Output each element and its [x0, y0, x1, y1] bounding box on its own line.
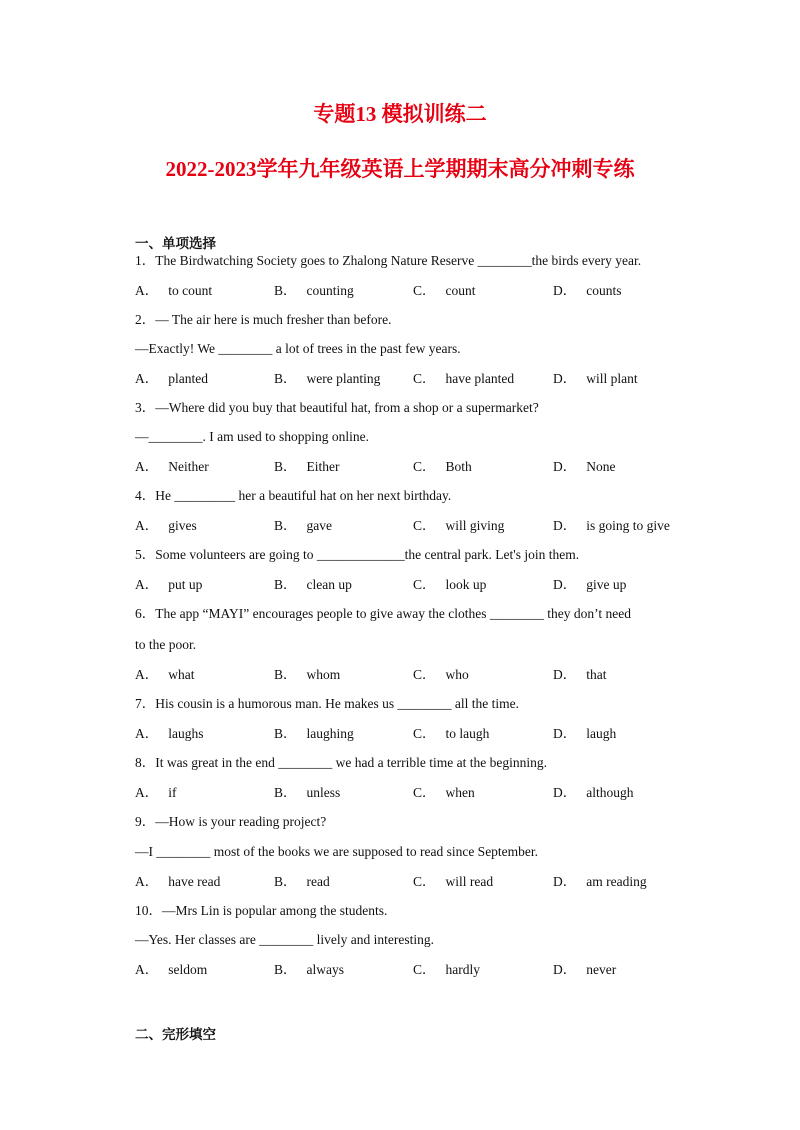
option-letter: A．	[135, 785, 159, 800]
option-letter: B．	[274, 785, 297, 800]
option-c	[413, 725, 489, 743]
option-a	[135, 725, 204, 743]
option-b	[274, 282, 354, 300]
option-c	[413, 370, 514, 388]
option-c	[413, 282, 476, 300]
option-a	[135, 282, 212, 300]
option-text: clean up	[306, 577, 352, 592]
option-text: look up	[445, 577, 487, 592]
option-a	[135, 517, 197, 535]
option-text: unless	[306, 785, 341, 800]
option-d	[553, 370, 638, 388]
option-letter: B．	[274, 667, 297, 682]
option-b	[274, 873, 330, 891]
option-d	[553, 458, 616, 476]
option-d	[553, 873, 647, 891]
option-text: is going to give	[586, 518, 670, 533]
option-text: whom	[306, 667, 341, 682]
option-a	[135, 576, 202, 594]
option-d	[553, 282, 622, 300]
question-line: —Exactly! We ________ a lot of trees in the past few years.	[135, 341, 461, 356]
option-letter: C．	[413, 283, 436, 298]
option-text: never	[586, 962, 617, 977]
option-letter: A．	[135, 459, 159, 474]
question-stem: 9．—How is your reading project?	[135, 814, 327, 829]
option-text: although	[586, 785, 634, 800]
option-letter: D．	[553, 667, 577, 682]
option-c	[413, 458, 472, 476]
option-letter: B．	[274, 283, 297, 298]
option-text: have read	[168, 874, 221, 889]
option-b	[274, 784, 340, 802]
option-b	[274, 725, 354, 743]
option-letter: A．	[135, 518, 159, 533]
option-letter: C．	[413, 726, 436, 741]
option-text: will plant	[586, 371, 638, 386]
option-letter: D．	[553, 371, 577, 386]
question-stem: 7．His cousin is a humorous man. He makes us ________ all the time.	[135, 696, 519, 711]
option-letter: B．	[274, 459, 297, 474]
option-a	[135, 458, 209, 476]
option-letter: D．	[553, 874, 577, 889]
option-text: count	[445, 283, 476, 298]
option-text: have planted	[445, 371, 515, 386]
answer-options	[135, 282, 695, 300]
option-letter: B．	[274, 962, 297, 977]
answer-options	[135, 961, 695, 979]
document-title: 专题13 模拟训练二	[313, 102, 487, 126]
question-stem: 3．—Where did you buy that beautiful hat, from a shop or a supermarket?	[135, 400, 539, 415]
option-letter: A．	[135, 577, 159, 592]
option-text: to laugh	[445, 726, 490, 741]
section-heading-cloze: 二、完形填空	[135, 1027, 216, 1043]
option-text: Neither	[168, 459, 209, 474]
option-c	[413, 576, 486, 594]
option-letter: D．	[553, 726, 577, 741]
option-letter: D．	[553, 785, 577, 800]
question-stem: 4．He _________ her a beautiful hat on her next birthday.	[135, 488, 452, 503]
option-letter: B．	[274, 577, 297, 592]
option-text: gave	[306, 518, 332, 533]
option-text: give up	[586, 577, 627, 592]
option-letter: A．	[135, 667, 159, 682]
option-letter: A．	[135, 726, 159, 741]
option-d	[553, 576, 626, 594]
option-letter: C．	[413, 874, 436, 889]
option-a	[135, 961, 207, 979]
option-text: put up	[168, 577, 203, 592]
option-text: counting	[306, 283, 354, 298]
question-stem: 8．It was great in the end ________ we had a terrible time at the beginning.	[135, 755, 548, 770]
option-a	[135, 784, 177, 802]
option-text: laugh	[586, 726, 617, 741]
option-text: am reading	[586, 874, 647, 889]
option-letter: B．	[274, 726, 297, 741]
answer-options	[135, 873, 695, 891]
option-a	[135, 666, 195, 684]
option-c	[413, 666, 469, 684]
option-text: were planting	[306, 371, 381, 386]
option-d	[553, 725, 616, 743]
option-letter: C．	[413, 667, 436, 682]
option-text: gives	[168, 518, 197, 533]
option-text: laughs	[168, 726, 204, 741]
document-subtitle: 2022-2023学年九年级英语上学期期末高分冲刺专练	[165, 157, 635, 181]
option-letter: B．	[274, 874, 297, 889]
answer-options	[135, 458, 695, 476]
answer-options	[135, 666, 695, 684]
answer-options	[135, 370, 695, 388]
option-text: hardly	[445, 962, 481, 977]
option-text: seldom	[168, 962, 208, 977]
option-b	[274, 370, 380, 388]
option-d	[553, 666, 607, 684]
option-letter: C．	[413, 962, 436, 977]
option-c	[413, 517, 504, 535]
option-a	[135, 370, 208, 388]
option-letter: A．	[135, 371, 159, 386]
option-text: always	[306, 962, 345, 977]
option-text: when	[445, 785, 475, 800]
option-text: who	[445, 667, 469, 682]
option-letter: D．	[553, 577, 577, 592]
option-letter: C．	[413, 459, 436, 474]
option-text: if	[168, 785, 177, 800]
option-d	[553, 517, 670, 535]
option-c	[413, 784, 475, 802]
option-letter: B．	[274, 371, 297, 386]
option-letter: C．	[413, 577, 436, 592]
question-line: —I ________ most of the books we are supposed to read since September.	[135, 844, 539, 859]
answer-options	[135, 517, 695, 535]
option-text: None	[586, 459, 616, 474]
option-text: laughing	[306, 726, 354, 741]
option-text: Either	[306, 459, 340, 474]
option-text: what	[168, 667, 195, 682]
option-b	[274, 458, 340, 476]
section-heading-multiple-choice: 一、单项选择	[135, 236, 216, 252]
option-c	[413, 873, 493, 891]
question-line: —Yes. Her classes are ________ lively and interesting.	[135, 932, 434, 947]
option-letter: D．	[553, 459, 577, 474]
answer-options	[135, 784, 695, 802]
option-d	[553, 784, 634, 802]
option-b	[274, 517, 332, 535]
option-text: to count	[168, 283, 213, 298]
option-letter: D．	[553, 962, 577, 977]
question-line: to the poor.	[135, 637, 197, 652]
option-b	[274, 576, 352, 594]
option-letter: A．	[135, 962, 159, 977]
option-b	[274, 961, 344, 979]
question-stem: 5．Some volunteers are going to _____________the central park. Let's join them.	[135, 547, 580, 562]
option-letter: A．	[135, 874, 159, 889]
option-a	[135, 873, 220, 891]
option-d	[553, 961, 616, 979]
option-text: read	[306, 874, 330, 889]
option-text: Both	[445, 459, 472, 474]
option-letter: C．	[413, 785, 436, 800]
question-stem: 2．— The air here is much fresher than before.	[135, 312, 392, 327]
option-text: planted	[168, 371, 208, 386]
question-line: —________. I am used to shopping online.	[135, 429, 369, 444]
option-text: that	[586, 667, 607, 682]
option-text: will giving	[445, 518, 505, 533]
answer-options	[135, 576, 695, 594]
option-letter: A．	[135, 283, 159, 298]
question-stem: 1．The Birdwatching Society goes to Zhalong Nature Reserve ________the birds every year.	[135, 253, 642, 268]
option-letter: D．	[553, 283, 577, 298]
option-text: will read	[445, 874, 494, 889]
option-c	[413, 961, 480, 979]
question-stem: 10．—Mrs Lin is popular among the students.	[135, 903, 388, 918]
option-letter: C．	[413, 518, 436, 533]
option-letter: C．	[413, 371, 436, 386]
option-text: counts	[586, 283, 622, 298]
question-stem: 6．The app “MAYI” encourages people to give away the clothes ________ they don’t need	[135, 606, 631, 621]
option-b	[274, 666, 340, 684]
answer-options	[135, 725, 695, 743]
option-letter: B．	[274, 518, 297, 533]
option-letter: D．	[553, 518, 577, 533]
